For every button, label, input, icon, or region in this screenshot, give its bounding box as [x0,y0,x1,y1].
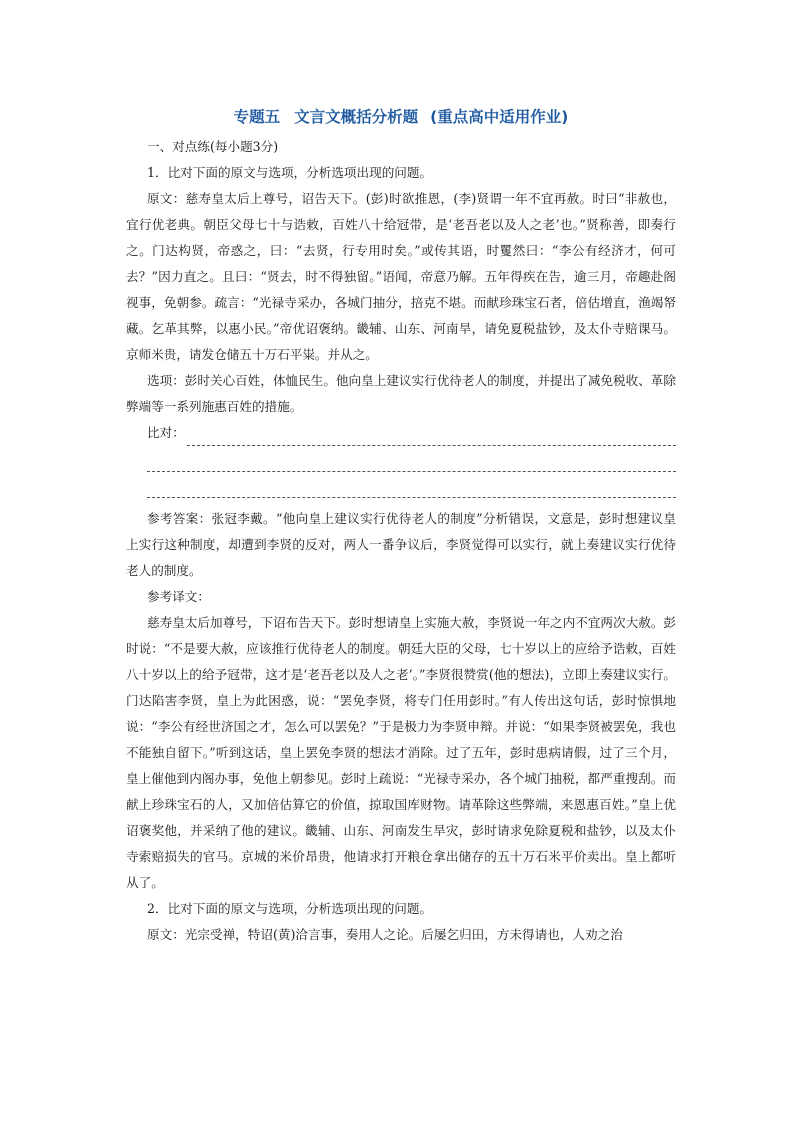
q1-prompt: 1．比对下面的原文与选项，分析选项出现的问题。 [147,165,433,180]
q1-reference-answer: 参考答案：张冠李戴。“他向皇上建议实行优待老人的制度”分析错误，文意是，彭时想建议皇上实行这种制度，却遭到李贤的反对，两人一番争议后，李贤觉得可以实行，就上奏建议实行优待老人的制度。 [126,511,676,578]
title-topic: 专题五 [233,108,281,126]
title-note: (重点高中适用作业) [430,108,569,126]
answer-blank-line[interactable] [147,480,676,498]
q1-translation-label: 参考译文： [147,589,210,604]
q1-compare-row [126,420,676,446]
q2-original-text: 原文：光宗受禅，特诏(黄)洽言事，奏用人之论。后屡乞归田，方未得请也，人劝之治 [147,927,623,942]
title-subject: 文言文概括分析题 [294,108,419,126]
q2-prompt: 2．比对下面的原文与选项，分析选项出现的问题。 [147,901,433,916]
q1-option: 选项：彭时关心百姓，体恤民生。他向皇上建议实行优待老人的制度，并提出了减免税收、革除弊端等一系列施惠百姓的措施。 [126,373,676,414]
q1-original-text: 原文：慈寿皇太后上尊号，诏告天下。(彭)时欲推恩，(李)贤谓一年不宜再赦。时曰“非赦也，宜行优老典。朝臣父母七十与诰敕，百姓八十给冠带，是‘老吾老以及人之老’也。”贤称善，即奏行之。门达构贤，帝惑之，曰：“去贤，行专用时矣。”或传其语，时矍然曰：“李公有经济才，何可去？”因力直之。且曰：“贤去，时不得独留。”语闻，帝意乃解。五年得疾在告，逾三月，帝趣赴阁视事，免朝参。疏言：“光禄寺采办，各城门抽分，掊克不堪。而献珍珠宝石者，倍估增直，渔竭帑藏。乞革其弊，以惠小民。”帝优诏褒纳。畿辅、山东、河南旱，请免夏税盐钞，及太仆寺赔课马。京师米贵，请发仓储五十万石平粜。并从之。 [126,191,676,362]
section-heading: 一、对点练(每小题3分) [147,139,279,154]
page-title [126,102,676,132]
q1-translation: 慈寿皇太后加尊号，下诏布告天下。彭时想请皇上实施大赦，李贤说一年之内不宜两次大赦。彭时说：“不是要大赦，应该推行优待老人的制度。朝廷大臣的父母，七十岁以上的应给予诰敕，百姓八十岁以上的给予冠带，这才是‘老吾老以及人之老’。”李贤很赞赏(他的想法)，立即上奏建议实行。门达陷害李贤，皇上为此困惑，说：“罢免李贤，将专门任用彭时。”有人传出这句话，彭时惊惧地说：“李公有经世济国之才，怎么可以罢免？”于是极力为李贤申辩。并说：“如果李贤被罢免，我也不能独自留下。”听到这话，皇上罢免李贤的想法才消除。过了五年，彭时患病请假，过了三个月，皇上催他到内阁办事，免他上朝参见。彭时上疏说：“光禄寺采办，各个城门抽税，都严重搜刮。而献上珍珠宝石的人，又加倍估算它的价值，掠取国库财物。请革除这些弊端，来恩惠百姓。”皇上优诏褒奖他，并采纳了他的建议。畿辅、山东、河南发生旱灾，彭时请求免除夏税和盐钞，以及太仆寺索赔损失的官马。京城的米价昂贵，他请求打开粮仓拿出储存的五十万石米平价卖出。皇上都听从了。 [126,615,676,890]
document-page [126,100,676,948]
q1-compare-label: 比对： [147,425,185,440]
answer-blank-line[interactable] [187,429,676,446]
answer-blank-line[interactable] [147,454,676,472]
